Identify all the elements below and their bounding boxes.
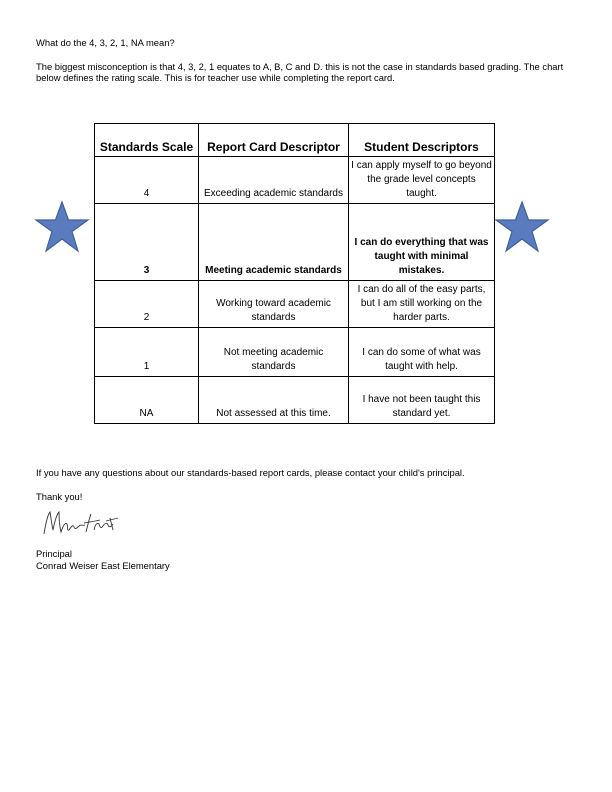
column-header: Report Card Descriptor <box>199 124 349 157</box>
table-row <box>95 281 495 328</box>
student-descriptor-cell: I can do some of what was taught with help. <box>349 328 495 377</box>
signature-image <box>40 506 122 540</box>
report-descriptor-cell: Exceeding academic standards <box>199 157 349 204</box>
student-descriptor-cell: I can do everything that was taught with minimal mistakes. <box>349 204 495 281</box>
scale-cell: NA <box>95 377 199 424</box>
table-row <box>95 328 495 377</box>
question-heading: What do the 4, 3, 2, 1, NA mean? <box>36 37 175 48</box>
report-descriptor-cell: Meeting academic standards <box>199 204 349 281</box>
scale-cell: 2 <box>95 281 199 328</box>
student-descriptor-cell: I can apply myself to go beyond the grade level concepts taught. <box>349 157 495 204</box>
scale-cell: 1 <box>95 328 199 377</box>
student-descriptor-cell: I can do all of the easy parts, but I am still working on the harder parts. <box>349 281 495 328</box>
scale-cell: 3 <box>95 204 199 281</box>
report-descriptor-cell: Not meeting academic standards <box>199 328 349 377</box>
table-row <box>95 157 495 204</box>
contact-note: If you have any questions about our standards-based report cards, please contact your child's principal. <box>36 467 465 478</box>
scale-cell: 4 <box>95 157 199 204</box>
signer-role: Principal <box>36 548 72 559</box>
intro-paragraph: The biggest misconception is that 4, 3, 2, 1 equates to A, B, C and D. this is not the case in standards based grading. The chart below defines the rating scale. This is for teacher use while completing the report card. <box>36 61 564 84</box>
column-header: Standards Scale <box>95 124 199 157</box>
school-name: Conrad Weiser East Elementary <box>36 560 170 571</box>
rating-scale-table <box>94 123 495 424</box>
thanks-text: Thank you! <box>36 491 83 502</box>
star-icon <box>34 200 90 254</box>
table-row <box>95 204 495 281</box>
report-descriptor-cell: Not assessed at this time. <box>199 377 349 424</box>
column-header: Student Descriptors <box>349 124 495 157</box>
table-row <box>95 377 495 424</box>
table-header-row <box>95 124 495 157</box>
star-icon <box>494 200 550 254</box>
report-descriptor-cell: Working toward academic standards <box>199 281 349 328</box>
student-descriptor-cell: I have not been taught this standard yet. <box>349 377 495 424</box>
